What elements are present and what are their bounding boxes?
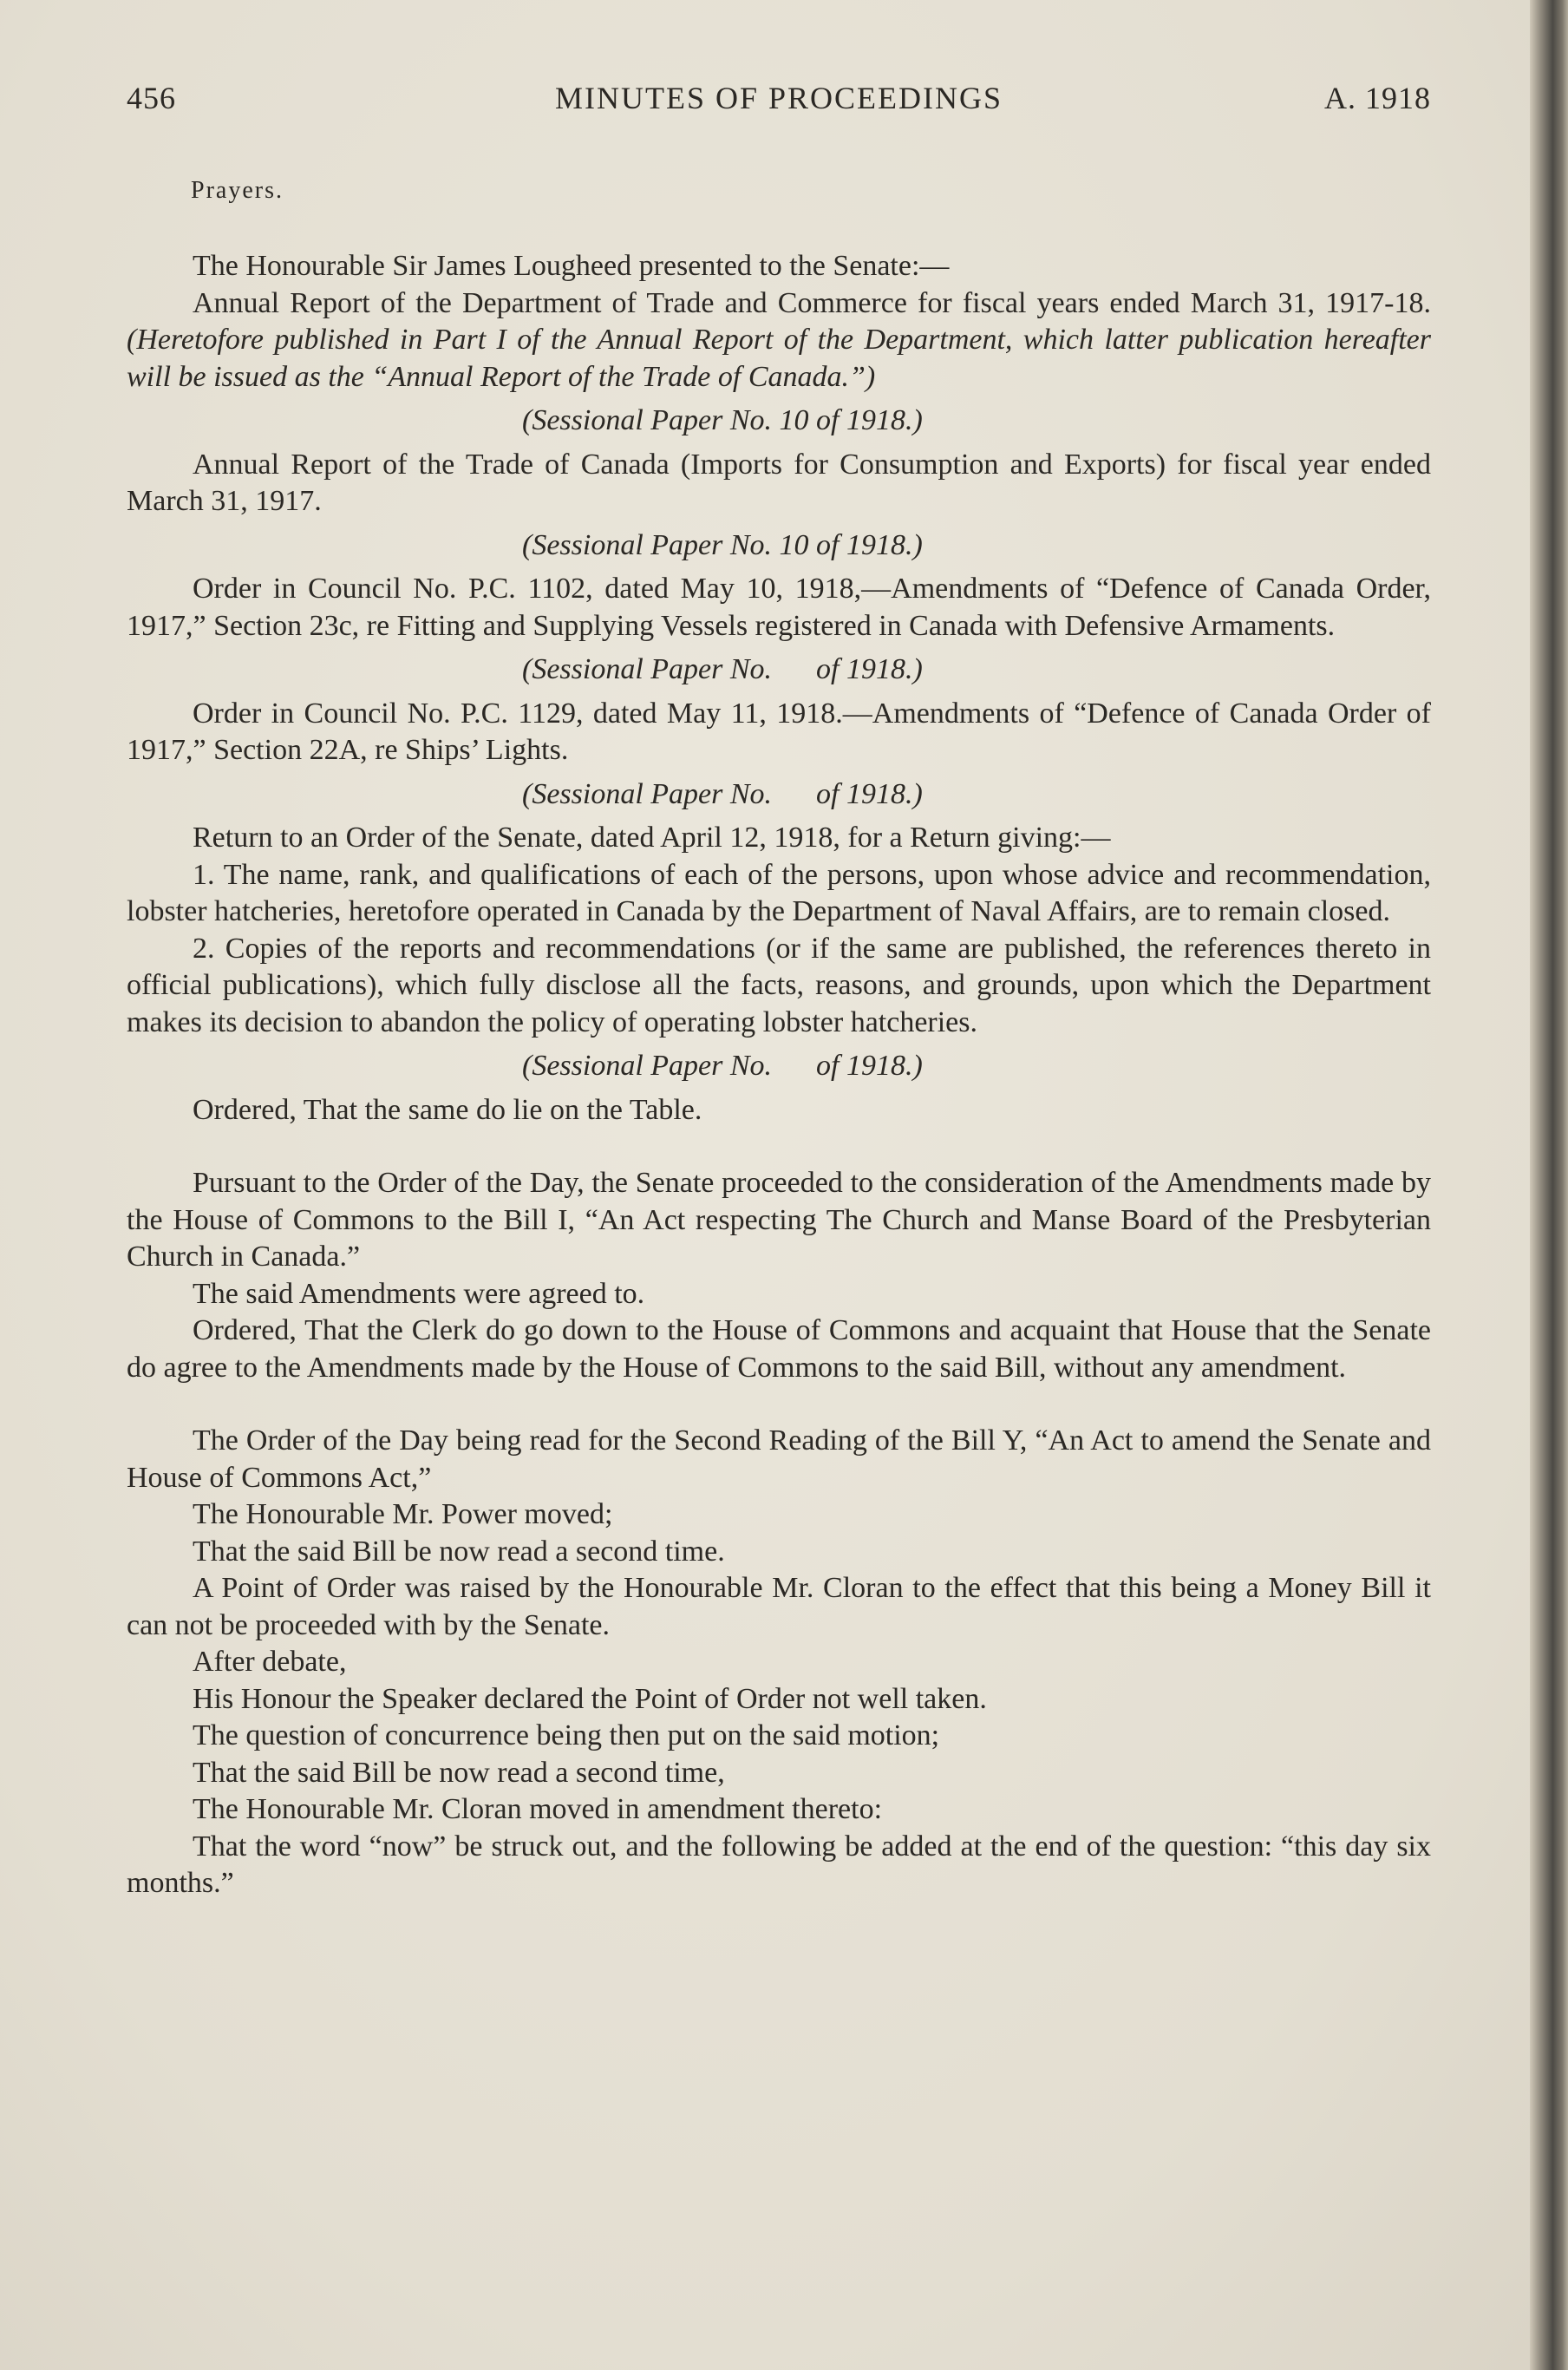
bill-y-second-reading: That the said Bill be now read a second time.	[193, 1535, 725, 1568]
sessional-paper-ref: (Sessional Paper No. of 1918.)	[522, 653, 923, 685]
bill-y-question-concurrence: The question of concurrence being then put on the said motion;	[193, 1719, 940, 1751]
item-note: (Heretofore published in Part I of the Annual Report of the Department, which latter publication hereafter will be issued as the “Annual Report of the Trade of Canada.”)	[127, 324, 1431, 393]
return-point-1: 1. The name, rank, and qualifications of each of the persons, upon whose advice and recommendation, lobster hatcheries, heretofore operated in Canada by the Department of Naval Affairs, are to remain closed.	[127, 858, 1431, 927]
bill-y-power-moved: The Honourable Mr. Power moved;	[193, 1498, 613, 1530]
item-order-in-council-1102: Order in Council No. P.C. 1102, dated May 10, 1918,—Amendments of “Defence of Canada Order, 1917,” Section 23c, re Fitting and Supplying Vessels registered in Canada with Defensive Armaments.	[127, 573, 1431, 642]
sessional-paper-ref: (Sessional Paper No. 10 of 1918.)	[522, 404, 923, 436]
return-order-intro: Return to an Order of the Senate, dated April 12, 1918, for a Return giving:—	[193, 822, 1111, 854]
bill-i-consideration: Pursuant to the Order of the Day, the Senate proceeded to the consideration of the Amendments made by the House of Commons to the Bill I, “An Act respecting The Church and Manse Board of the Presbyterian Church in Canada.”	[127, 1167, 1431, 1273]
item-order-in-council-1129: Order in Council No. P.C. 1129, dated May 11, 1918.—Amendments of “Defence of Canada Order of 1917,” Section 22A, re Ships’ Lights.	[127, 697, 1431, 766]
item-annual-report-trade-canada: Annual Report of the Trade of Canada (Imports for Consumption and Exports) for fiscal year ended March 31, 1917.	[127, 448, 1431, 517]
sessional-paper-ref: (Sessional Paper No. 10 of 1918.)	[522, 528, 923, 561]
section-heading: Prayers.	[191, 177, 284, 204]
sessional-paper-ref: (Sessional Paper No. of 1918.)	[522, 1050, 923, 1082]
bill-y-read-second-time: That the said Bill be now read a second time,	[193, 1756, 725, 1789]
item-annual-report-trade-commerce	[127, 285, 1431, 396]
document-body	[127, 248, 1431, 1902]
running-header	[127, 80, 1431, 128]
item-text: Annual Report of the Department of Trade and Commerce for fiscal years ended March 31, 1917-18.	[193, 286, 1431, 319]
book-spine-shadow	[1530, 0, 1568, 2370]
bill-i-agreed: The said Amendments were agreed to.	[193, 1277, 645, 1310]
page-number: 456	[127, 81, 176, 115]
bill-i-ordered-clerk: Ordered, That the Clerk do go down to the House of Commons and acquaint that House that the Senate do agree to the Amendments made by the House of Commons to the said Bill, without any amendment.	[127, 1314, 1431, 1384]
bill-y-speaker-ruling: His Honour the Speaker declared the Point of Order not well taken.	[193, 1682, 987, 1715]
sessional-paper-ref: (Sessional Paper No. of 1918.)	[522, 777, 923, 810]
header-year: A. 1918	[1324, 81, 1431, 115]
header-title: MINUTES OF PROCEEDINGS	[554, 81, 1003, 115]
bill-y-after-debate: After debate,	[193, 1646, 347, 1678]
presented-intro: The Honourable Sir James Lougheed presented to the Senate:—	[193, 250, 950, 282]
return-point-2: 2. Copies of the reports and recommendations (or if the same are published, the references thereto in official publications), which fully disclose all the facts, reasons, and grounds, upon which the Department makes its decision to abandon the policy of operating lobster hatcheries.	[127, 932, 1431, 1038]
bill-y-six-months: That the word “now” be struck out, and the following be added at the end of the question: “this day six months.”	[127, 1830, 1431, 1899]
bill-y-point-of-order: A Point of Order was raised by the Honourable Mr. Cloran to the effect that this being a Money Bill it can not be proceeded with by the Senate.	[127, 1572, 1431, 1641]
ordered-lie-on-table: Ordered, That the same do lie on the Table.	[193, 1093, 702, 1126]
bill-y-order-of-day: The Order of the Day being read for the Second Reading of the Bill Y, “An Act to amend the Senate and House of Commons Act,”	[127, 1424, 1431, 1494]
bill-y-cloran-amendment: The Honourable Mr. Cloran moved in amendment thereto:	[193, 1793, 883, 1825]
